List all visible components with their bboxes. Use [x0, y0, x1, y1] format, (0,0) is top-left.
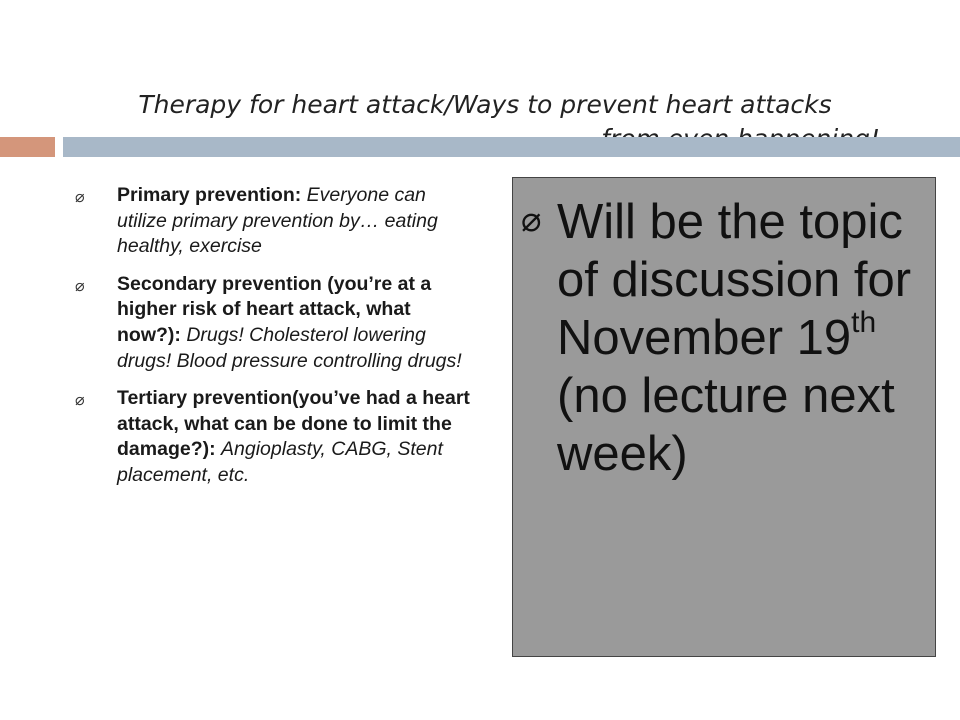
bullet-text	[117, 272, 475, 374]
callout-text	[557, 193, 933, 483]
accent-bar-orange	[0, 137, 55, 157]
title-line-1: Therapy for heart attack/Ways to prevent heart attacks	[138, 90, 832, 119]
callout-box	[512, 177, 936, 657]
bullet-detail: Drugs! Cholesterol lowering drugs! Blood pressure controlling drugs!	[117, 323, 462, 372]
checkbox-bullet-icon: ⌀	[75, 277, 85, 295]
bullet-secondary-prevention	[75, 272, 475, 374]
bullet-primary-prevention	[75, 183, 475, 260]
bullet-tertiary-prevention	[75, 386, 475, 488]
callout-rest: (no lecture next week)	[557, 369, 895, 481]
bullet-heading: Tertiary prevention(you’ve had a heart attack, what can be done to limit the damage?):	[117, 387, 470, 461]
checkbox-bullet-icon: ⌀	[75, 392, 85, 410]
checkbox-bullet-icon: ⌀	[521, 201, 542, 239]
bullet-heading: Secondary prevention (you’re at a higher risk of heart attack, what now?):	[117, 272, 432, 346]
bullet-list	[75, 183, 475, 501]
bullet-text	[117, 183, 475, 260]
callout-superscript: th	[851, 306, 877, 339]
accent-bar-blue	[63, 137, 960, 157]
bullet-text	[117, 386, 475, 488]
callout-main: Will be the topic of discussion for November 19	[557, 195, 912, 365]
checkbox-bullet-icon: ⌀	[75, 189, 85, 206]
bullet-detail: Everyone can utilize primary prevention by… eating healthy, exercise	[117, 184, 438, 258]
bullet-heading: Primary prevention:	[117, 184, 302, 206]
bullet-detail: Angioplasty, CABG, Stent placement, etc.	[117, 438, 443, 486]
